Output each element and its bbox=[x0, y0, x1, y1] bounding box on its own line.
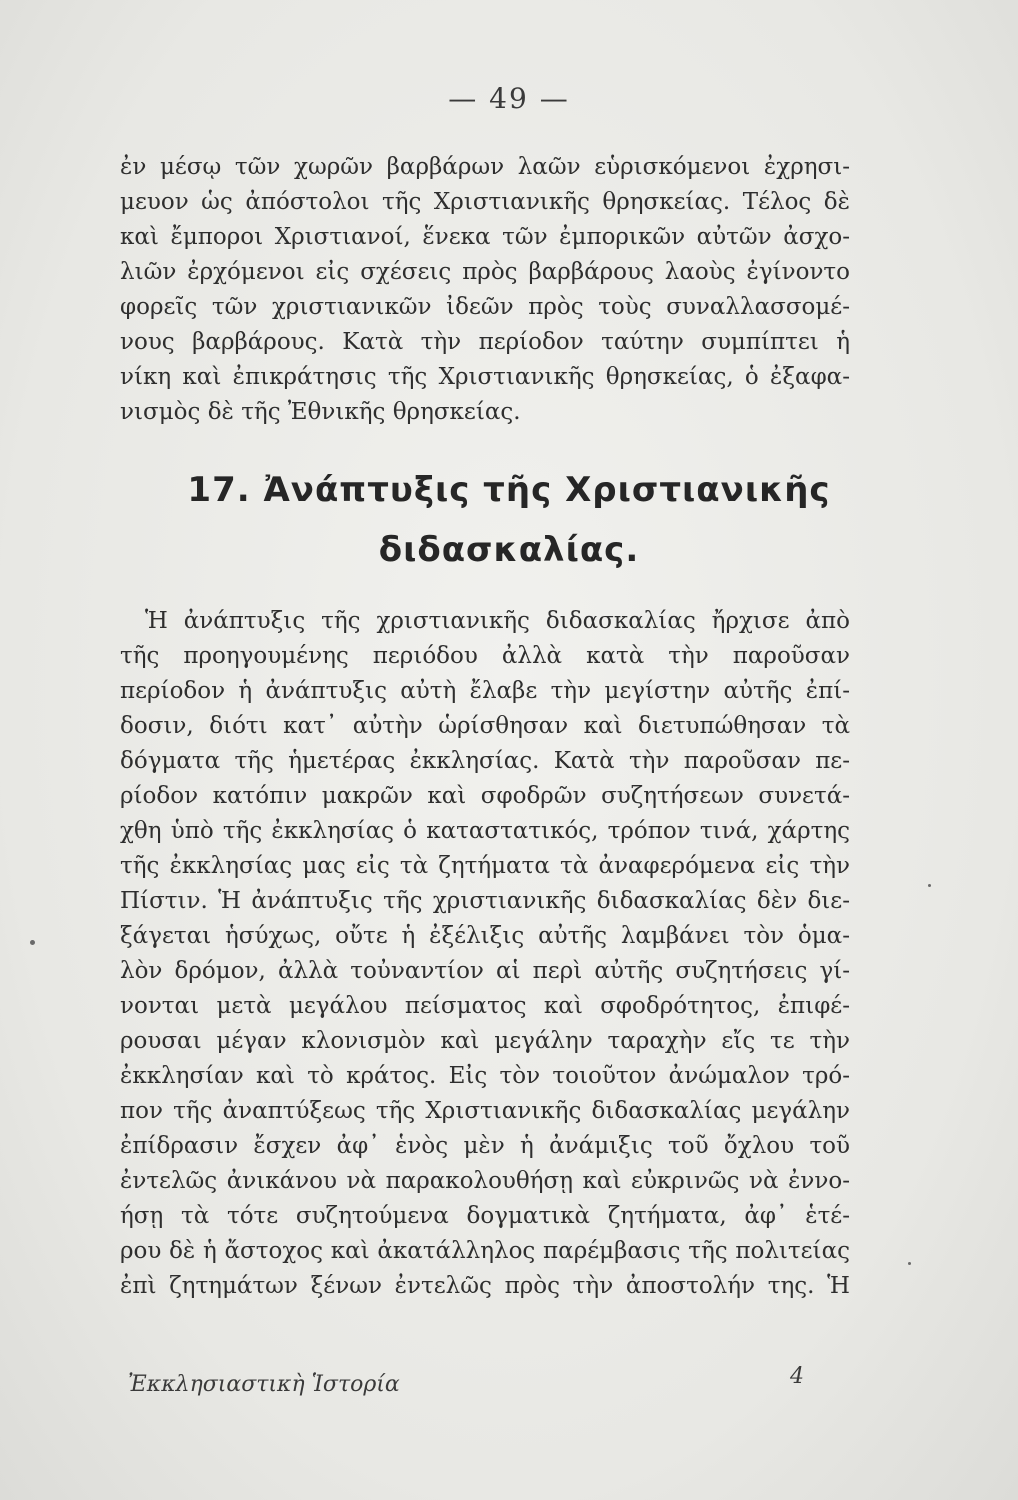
paragraph2-line: Ἡ ἀνάπτυξις τῆς χριστιανικῆς διδασκαλίας ἤρχισε ἀπὸ bbox=[145, 608, 850, 634]
paragraph1-line: φορεῖς τῶν χριστιανικῶν ἰδεῶν πρὸς τοὺς συναλλασσομέ- bbox=[120, 294, 850, 320]
paragraph2-line: ἐπὶ ζητημάτων ξένων ἐντελῶς πρὸς τὴν ἀποστολήν της. Ἡ bbox=[120, 1273, 850, 1299]
paragraph2-line: τῆς ἐκκλησίας μας εἰς τὰ ζητήματα τὰ ἀναφερόμενα εἰς τὴν bbox=[120, 853, 850, 879]
paragraph2-line: πον τῆς ἀναπτύξεως τῆς Χριστιανικῆς διδασκαλίας μεγάλην bbox=[120, 1098, 850, 1124]
footer-signature-mark: 4 bbox=[790, 1364, 804, 1389]
paragraph2-line: δοσιν, διότι κατ᾽ αὐτὴν ὡρίσθησαν καὶ διετυπώθησαν τὰ bbox=[120, 713, 850, 739]
paragraph2-line: λὸν δρόμον, ἀλλὰ τοὐναντίον αἱ περὶ αὐτῆς συζητήσεις γί- bbox=[120, 958, 850, 984]
scan-speck bbox=[908, 1262, 911, 1265]
paragraph2-line: Πίστιν. Ἡ ἀνάπτυξις τῆς χριστιανικῆς διδασκαλίας δὲν διε- bbox=[120, 888, 850, 914]
paragraph2-line: ρου δὲ ἡ ἄστοχος καὶ ἀκατάλληλος παρέμβασις τῆς πολιτείας bbox=[120, 1238, 850, 1264]
paragraph1-line: νους βαρβάρους. Κατὰ τὴν περίοδον ταύτην συμπίπτει ἡ bbox=[120, 329, 850, 355]
paragraph1-line: ἐν μέσῳ τῶν χωρῶν βαρβάρων λαῶν εὑρισκόμενοι ἐχρησι- bbox=[120, 154, 850, 180]
paragraph2-line: ρίοδον κατόπιν μακρῶν καὶ σφοδρῶν συζητήσεων συνετά- bbox=[120, 783, 850, 809]
paragraph1-line: λιῶν ἐρχόμενοι εἰς σχέσεις πρὸς βαρβάρους λαοὺς ἐγίνοντο bbox=[120, 259, 850, 285]
paragraph2-line: χθη ὑπὸ τῆς ἐκκλησίας ὁ καταστατικός, τρόπον τινά, χάρτης bbox=[120, 818, 850, 844]
paragraph2-line: δόγματα τῆς ἡμετέρας ἐκκλησίας. Κατὰ τὴν παροῦσαν πε- bbox=[120, 748, 850, 774]
section-heading-line2: διδασκαλίας. bbox=[378, 530, 640, 570]
paragraph2-line: περίοδον ἡ ἀνάπτυξις αὐτὴ ἔλαβε τὴν μεγίστην αὐτῆς ἐπί- bbox=[120, 678, 850, 704]
scan-speck bbox=[928, 884, 931, 887]
paragraph1-line: νισμὸς δὲ τῆς Ἐθνικῆς θρησκείας. bbox=[120, 399, 521, 425]
paragraph2-line: ἐπίδρασιν ἔσχεν ἀφ᾽ ἑνὸς μὲν ἡ ἀνάμιξις τοῦ ὄχλου τοῦ bbox=[120, 1133, 850, 1159]
footer-book-title: Ἐκκλησιαστικὴ Ἱστορία bbox=[128, 1372, 400, 1397]
paragraph2-line: ρουσαι μέγαν κλονισμὸν καὶ μεγάλην ταραχὴν εἴς τε τὴν bbox=[120, 1028, 850, 1054]
paragraph2-line: νονται μετὰ μεγάλου πείσματος καὶ σφοδρότητος, ἐπιφέ- bbox=[120, 993, 850, 1019]
paragraph1-line: νίκη καὶ ἐπικράτησις τῆς Χριστιανικῆς θρησκείας, ὁ ἐξαφα- bbox=[120, 364, 850, 390]
section-heading-line1: 17. Ἀνάπτυξις τῆς Χριστιανικῆς bbox=[187, 470, 831, 510]
paragraph2-line: ἐντελῶς ἀνικάνου νὰ παρακολουθήσῃ καὶ εὐκρινῶς νὰ ἐννο- bbox=[120, 1168, 850, 1194]
paragraph2-line: ξάγεται ἡσύχως, οὔτε ἡ ἐξέλιξις αὐτῆς λαμβάνει τὸν ὁμα- bbox=[120, 923, 850, 949]
scan-speck bbox=[30, 940, 35, 945]
paragraph1-line: καὶ ἔμποροι Χριστιανοί, ἕνεκα τῶν ἐμπορικῶν αὐτῶν ἀσχο- bbox=[120, 224, 850, 250]
paragraph2-line: ήσῃ τὰ τότε συζητούμενα δογματικὰ ζητήματα, ἀφ᾽ ἑτέ- bbox=[120, 1203, 850, 1229]
paragraph1-line: μευον ὡς ἀπόστολοι τῆς Χριστιανικῆς θρησκείας. Τέλος δὲ bbox=[120, 189, 850, 215]
paragraph2-line: τῆς προηγουμένης περιόδου ἀλλὰ κατὰ τὴν παροῦσαν bbox=[120, 643, 850, 669]
paragraph2-line: ἐκκλησίαν καὶ τὸ κράτος. Εἰς τὸν τοιοῦτον ἀνώμαλον τρό- bbox=[120, 1063, 850, 1089]
page-number: — 49 — bbox=[448, 82, 570, 115]
